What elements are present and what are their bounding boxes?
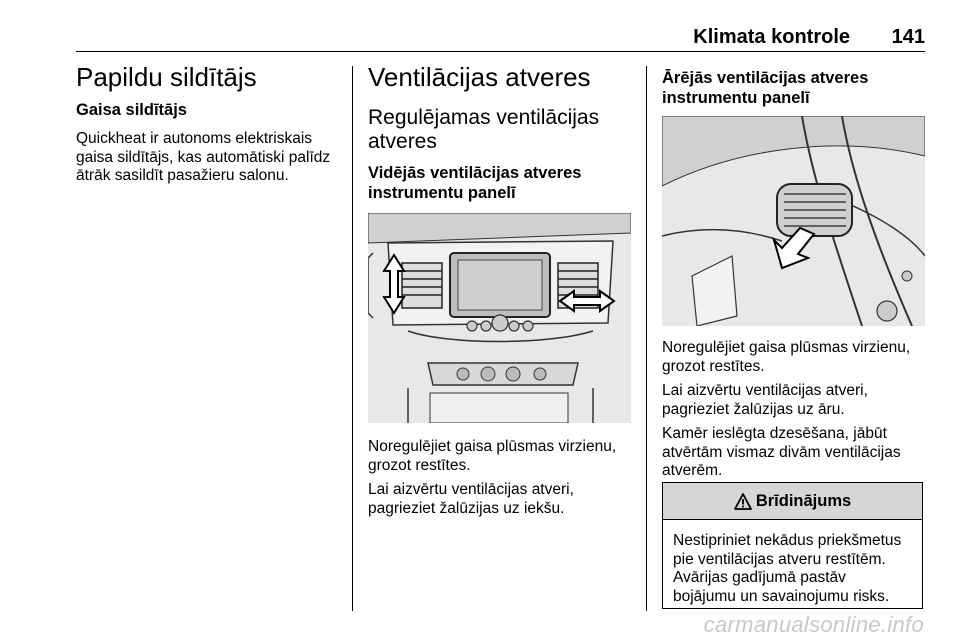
paragraph	[662, 425, 927, 481]
text-line: pagrieziet žalūzijas uz āru.	[662, 400, 845, 418]
paragraph	[76, 130, 346, 186]
text-line: pie ventilācijas atveru restītēm.	[673, 550, 886, 568]
heading-line: instrumentu panelī	[368, 184, 516, 202]
paragraph	[662, 339, 927, 376]
paragraph	[368, 438, 636, 475]
warning-triangle-icon	[734, 493, 752, 510]
text-line: grozot restītes.	[662, 357, 765, 375]
text-line: Lai aizvērtu ventilācijas atveri,	[662, 382, 868, 399]
heading-line: atveres	[368, 130, 437, 153]
heading-line: Ārējās ventilācijas atveres	[662, 69, 869, 87]
text-line: atvērtām vismaz divām ventilācijas	[662, 443, 901, 461]
text-line: bojājumu un savainojumu risks.	[673, 587, 890, 605]
text-line: Noregulējiet gaisa plūsmas virzienu,	[662, 339, 911, 356]
heading-line: Vidējās ventilācijas atveres	[368, 164, 582, 182]
figure-heading	[368, 163, 636, 203]
warning-text	[663, 520, 922, 606]
chapter-title: Klimata kontrole	[693, 26, 850, 48]
heading-line: instrumentu panelī	[662, 89, 810, 107]
heading-line: Regulējamas ventilācijas	[368, 106, 600, 129]
paragraph	[662, 382, 927, 419]
text-line: grozot restītes.	[368, 456, 471, 474]
text-line: pagrieziet žalūzijas uz iekšu.	[368, 499, 565, 517]
text-line: Kamēr ieslēgta dzesēšana, jābūt	[662, 425, 887, 442]
text-line: Lai aizvērtu ventilācijas atveri,	[368, 481, 574, 498]
column-divider-1	[352, 66, 353, 611]
paragraph	[368, 481, 636, 518]
figure-heading	[662, 68, 927, 108]
warning-header	[663, 483, 922, 520]
header-rule	[76, 51, 925, 52]
subsection-heading: Gaisa sildītājs	[76, 101, 187, 119]
page-number: 141	[891, 26, 925, 48]
section-heading: Ventilācijas atveres	[368, 62, 591, 92]
text-line: gaisa sildītājs, kas automātiski palīdz	[76, 148, 331, 166]
warning-title: Brīdinājums	[755, 491, 852, 510]
text-line: ātrāk sasildīt pasažieru salonu.	[76, 167, 289, 184]
text-line: atverēm.	[662, 462, 723, 479]
text-line: Avārijas gadījumā pastāv	[673, 569, 846, 586]
subsection-heading	[368, 106, 636, 154]
outer-vents-illustration	[662, 116, 925, 326]
column-3	[662, 68, 927, 481]
center-vents-illustration	[368, 213, 631, 423]
text-line: Noregulējiet gaisa plūsmas virzienu,	[368, 438, 617, 455]
section-heading: Papildu sildītājs	[76, 62, 257, 92]
warning-box	[662, 482, 923, 609]
column-2	[368, 62, 636, 518]
column-1	[76, 62, 346, 186]
text-line: Nestipriniet nekādus priekšmetus	[673, 532, 902, 549]
watermark: carmanualsonline.info	[703, 612, 924, 637]
column-divider-2	[646, 66, 647, 611]
text-line: Quickheat ir autonoms elektriskais	[76, 130, 313, 147]
